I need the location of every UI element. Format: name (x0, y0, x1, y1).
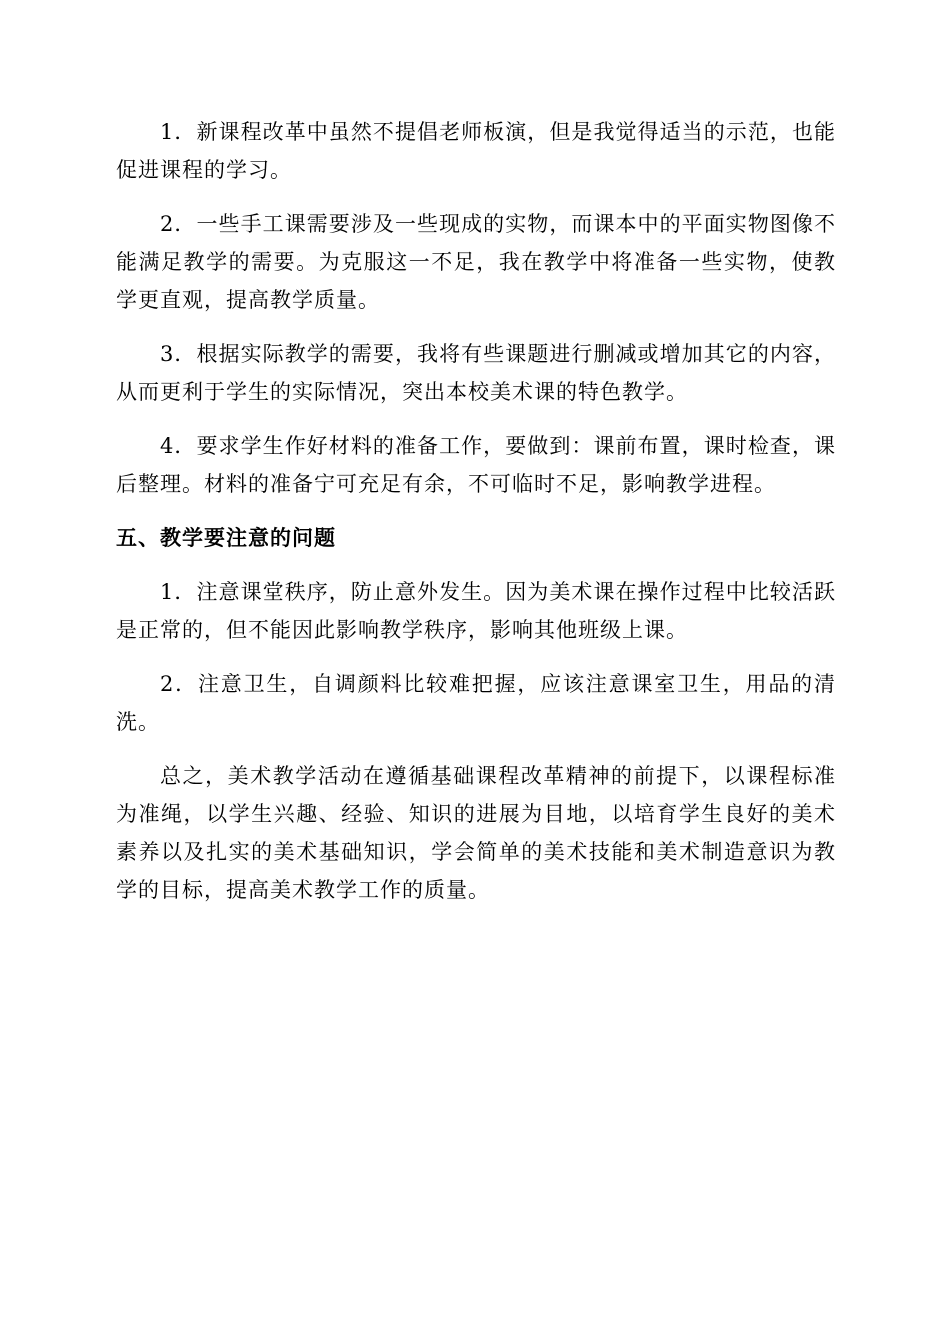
paragraph-item-3: 3．根据实际教学的需要，我将有些课题进行删减或增加其它的内容，从而更利于学生的实际情况，突出本校美术课的特色教学。 (116, 342, 836, 404)
document-body (116, 113, 836, 925)
paragraph-item-4: 4．要求学生作好材料的准备工作，要做到：课前布置，课时检查，课后整理。材料的准备宁可充足有余，不可临时不足，影响教学进程。 (116, 434, 836, 496)
paragraph-item-2: 2．一些手工课需要涉及一些现成的实物，而课本中的平面实物图像不能满足教学的需要。为克服这一不足，我在教学中将准备一些实物，使教学更直观，提高教学质量。 (116, 212, 836, 312)
summary-paragraph: 总之，美术教学活动在遵循基础课程改革精神的前提下，以课程标准为准绳，以学生兴趣、经验、知识的进展为目地，以培育学生良好的美术素养以及扎实的美术基础知识，学会简单的美术技能和美术制造意识为教学的目标，提高美术教学工作的质量。 (116, 764, 836, 902)
paragraph-item-6: 2．注意卫生，自调颜料比较难把握，应该注意课室卫生，用品的清洗。 (116, 672, 836, 734)
paragraph-item-5: 1．注意课堂秩序，防止意外发生。因为美术课在操作过程中比较活跃是正常的，但不能因此影响教学秩序，影响其他班级上课。 (116, 580, 836, 642)
paragraph-item-1: 1．新课程改革中虽然不提倡老师板演，但是我觉得适当的示范，也能促进课程的学习。 (116, 120, 836, 182)
section-heading: 五、教学要注意的问题 (116, 526, 336, 550)
